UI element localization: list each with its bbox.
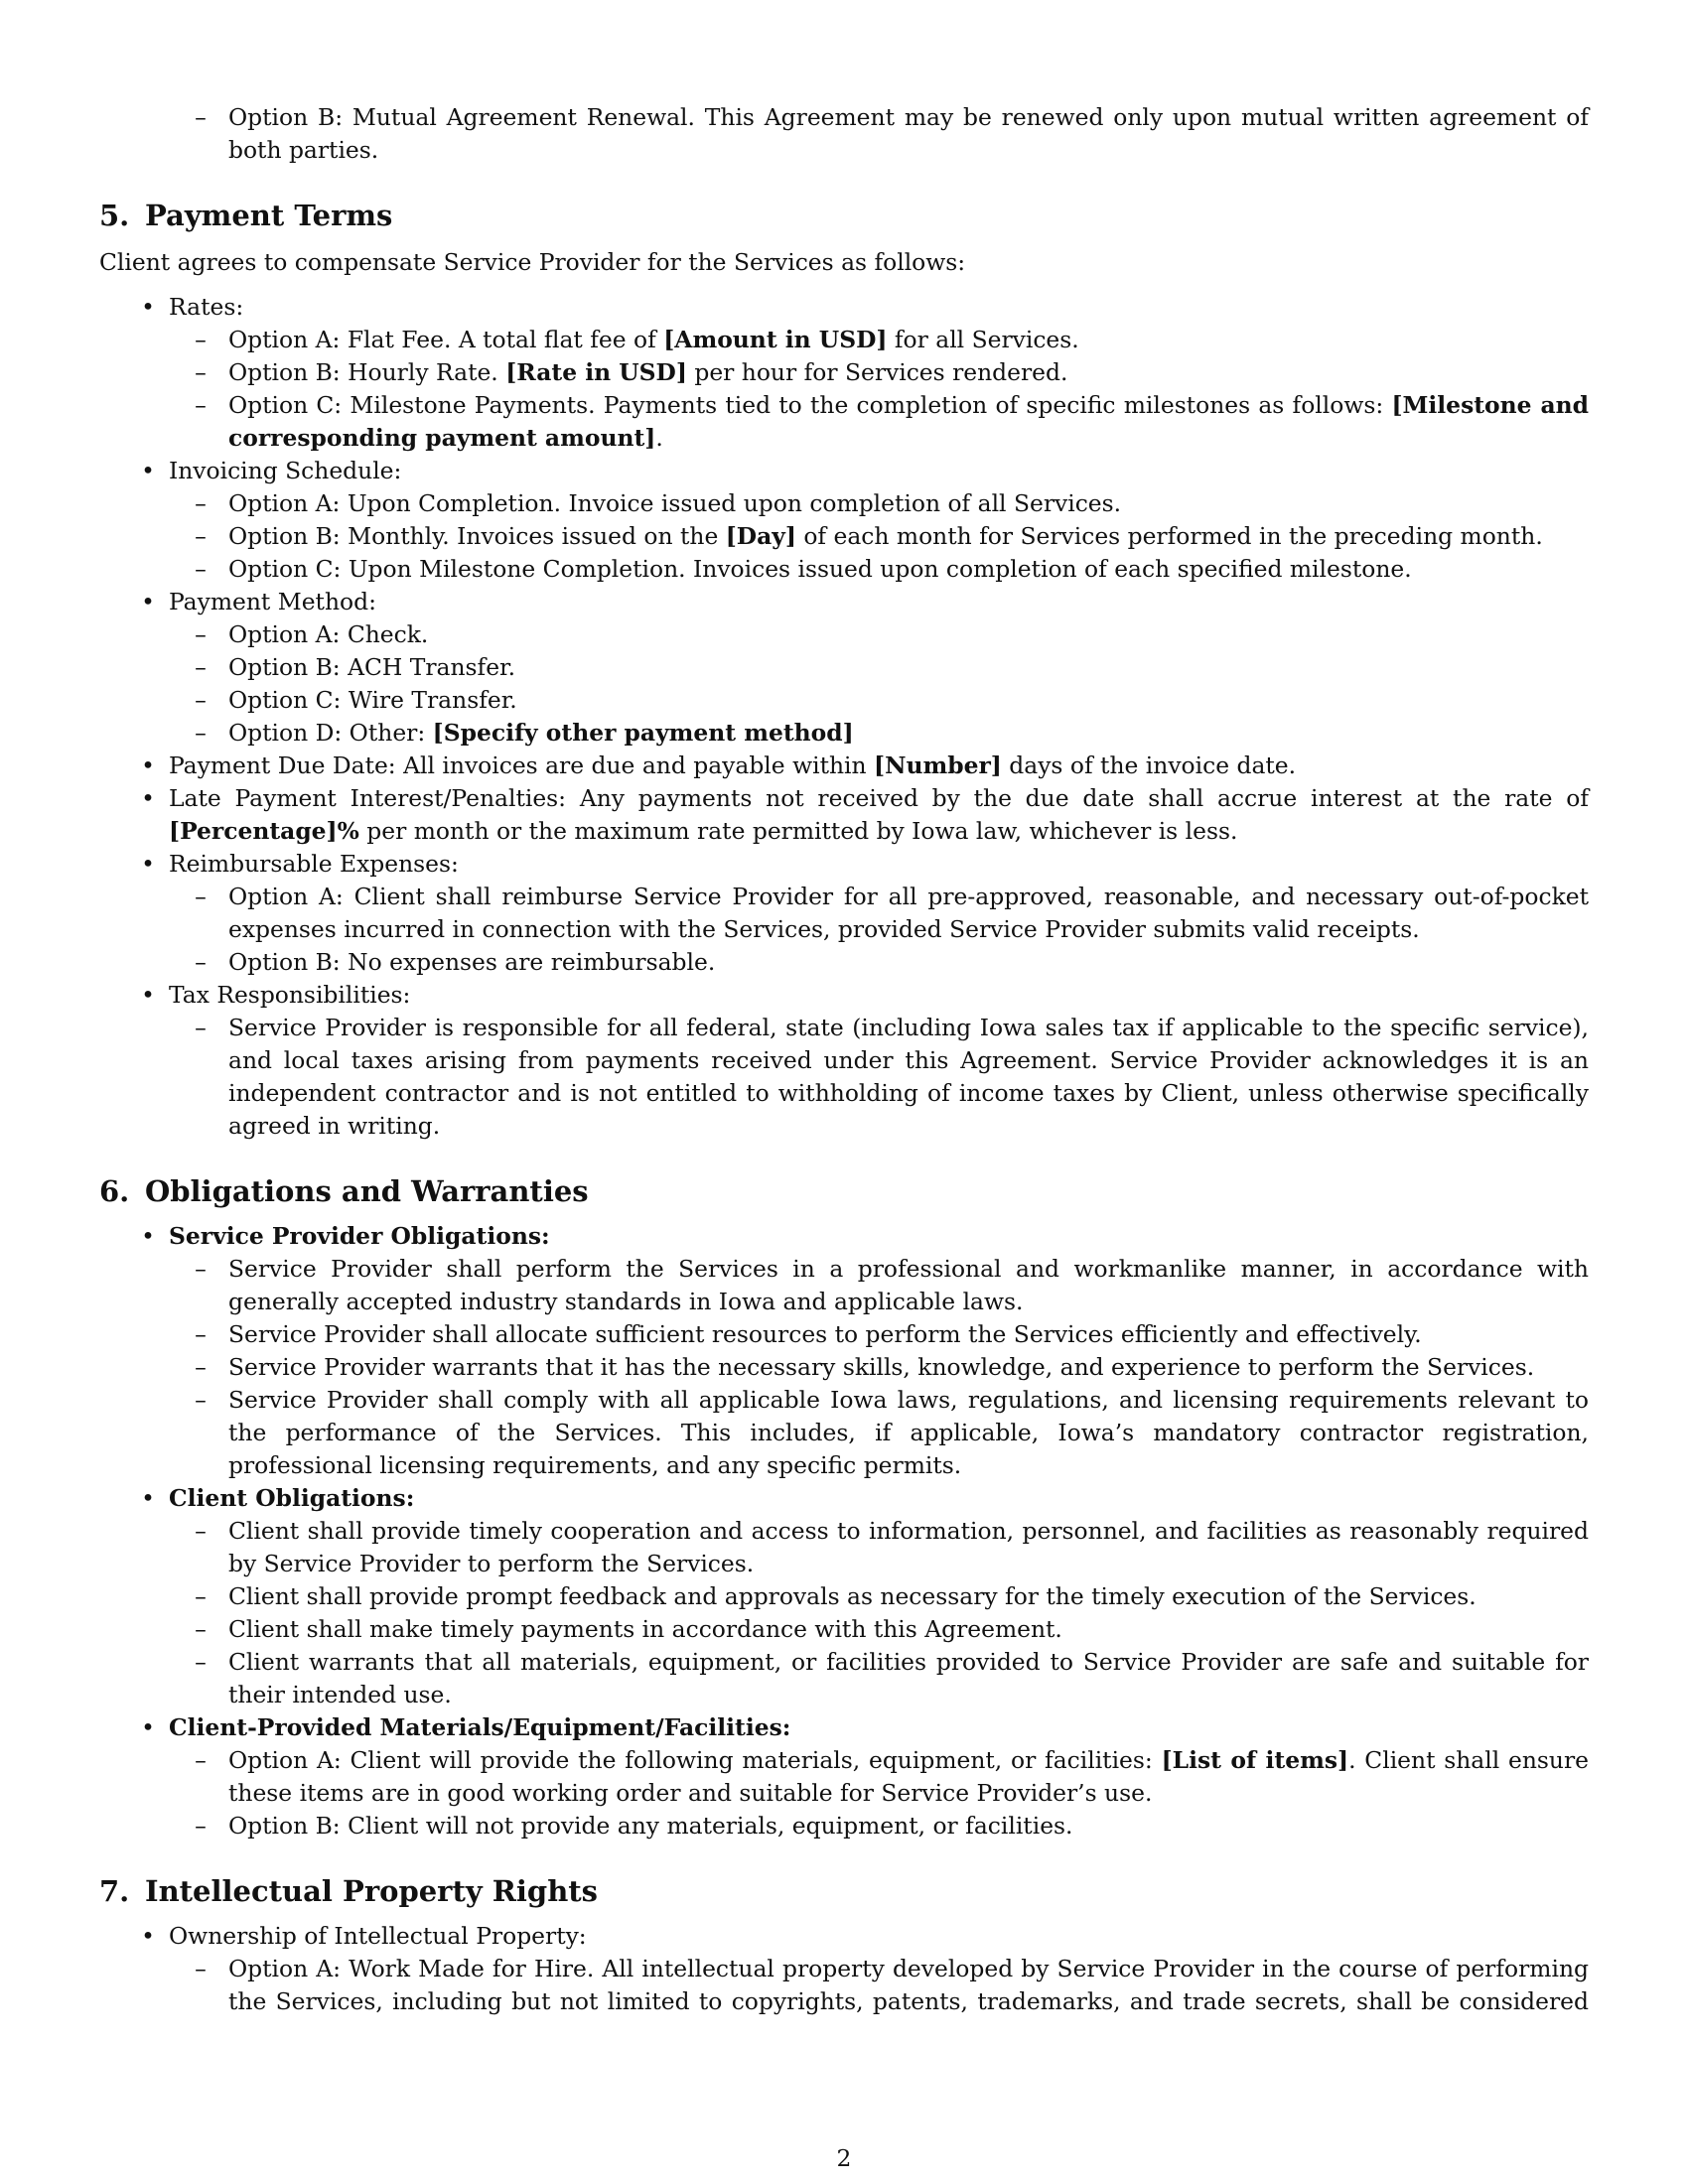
tax-item: • Tax Responsibilities: – Service Provider is responsible for all federal, state (including Iowa sales tax if applicable to the specific service), and local taxes arising from payments received under this Agreement. Service Provider acknowledges it is an independent contractor and is not entitled to withholding of income taxes by Client, unless otherwise specifically agreed in writing. bbox=[99, 979, 1589, 1143]
document-page bbox=[99, 101, 1589, 2018]
placeholder-field: [List of items] bbox=[1161, 1746, 1349, 1774]
dash-marker: – bbox=[195, 103, 207, 131]
placeholder-field: [Milestone and corresponding payment amount] bbox=[228, 391, 1589, 452]
list-item: – Option B: Hourly Rate. [Rate in USD] per hour for Services rendered. bbox=[195, 358, 1068, 386]
late-payment-item: • Late Payment Interest/Penalties: Any payments not received by the due date shall accrue interest at the rate of [Percentage]% per month or the maximum rate permitted by Iowa law, whichever is less. bbox=[99, 782, 1589, 848]
bullet-marker: • bbox=[141, 588, 155, 615]
reimbursable-item: • Reimbursable Expenses: – Option A: Client shall reimburse Service Provider for all pre-approved, reasonable, and necessary out-of-pocket expenses incurred in connection with the Services, provided Service Provider submits valid receipts. – Option B: No expenses are reimbursable. bbox=[99, 848, 1589, 979]
bullet-marker: • bbox=[141, 784, 155, 812]
placeholder-field: [Amount in USD] bbox=[663, 326, 888, 353]
list-item: – Option B: Client will not provide any materials, equipment, or facilities. bbox=[195, 1812, 1073, 1840]
list-item: – Client shall provide timely cooperation and access to information, personnel, and facilities as reasonably required by Service Provider to perform the Services. bbox=[195, 1517, 1589, 1577]
list-item: – Service Provider shall allocate sufficient resources to perform the Services efficiently and effectively. bbox=[195, 1320, 1422, 1348]
list-item: – Option C: Wire Transfer. bbox=[195, 686, 517, 714]
ownership-item: • Ownership of Intellectual Property: – Option A: Work Made for Hire. All intellectual property developed by Service Provider in the course of performing the Services, including but not limited to copyrights, patents, trademarks, and trade secrets, shall be considered bbox=[99, 1920, 1589, 2018]
list-item: – Option A: Work Made for Hire. All intellectual property developed by Service Provider in the course of performing the Services, including but not limited to copyrights, patents, trademarks, and trade secrets, shall be considered bbox=[195, 1955, 1589, 2015]
list-item: – Service Provider shall perform the Services in a professional and workmanlike manner, in accordance with generally accepted industry standards in Iowa and applicable laws. bbox=[195, 1255, 1589, 1315]
list-item: – Client shall provide prompt feedback and approvals as necessary for the timely execution of the Services. bbox=[195, 1582, 1477, 1610]
list-item: – Option A: Flat Fee. A total flat fee of [Amount in USD] for all Services. bbox=[195, 326, 1079, 353]
section-6-heading: 6. Obligations and Warranties bbox=[99, 1174, 589, 1208]
rates-item: • Rates: – Option A: Flat Fee. A total flat fee of [Amount in USD] for all Services. – Option B: Hourly Rate. [Rate in USD] per hour for Services rendered. – Option C: Milestone Payments. Payments tied to the completion of specific milestones as follows: [Milestone and corresponding payment amount]. bbox=[99, 291, 1589, 455]
due-date-item: • Payment Due Date: All invoices are due and payable within [Number] days of the invoice date. bbox=[99, 750, 1589, 782]
bullet-marker: • bbox=[141, 1222, 155, 1250]
list-item: – Option C: Milestone Payments. Payments tied to the completion of specific milestones as follows: [Milestone and corresponding payment amount]. bbox=[195, 391, 1589, 452]
bullet-marker: • bbox=[141, 1922, 155, 1950]
list-item: – Option A: Check. bbox=[195, 620, 429, 648]
bullet-marker: • bbox=[141, 1713, 155, 1741]
section-7-heading: 7. Intellectual Property Rights bbox=[99, 1874, 598, 1908]
list-item: – Client warrants that all materials, equipment, or facilities provided to Service Provider are safe and suitable for their intended use. bbox=[195, 1648, 1589, 1708]
section-5-heading: 5. Payment Terms bbox=[99, 199, 393, 232]
list-item: – Option D: Other: [Specify other payment method] bbox=[195, 719, 854, 747]
list-item: – Option A: Client shall reimburse Service Provider for all pre-approved, reasonable, and necessary out-of-pocket expenses incurred in connection with the Services, provided Service Provider submits valid receipts. bbox=[195, 883, 1589, 943]
bullet-marker: • bbox=[141, 457, 155, 484]
list-item: – Option B: No expenses are reimbursable. bbox=[195, 948, 716, 976]
list-item: – Option A: Client will provide the following materials, equipment, or facilities: [List of items]. Client shall ensure these items are in good working order and suitable for Service Provider’s use. bbox=[195, 1746, 1589, 1807]
bullet-marker: • bbox=[141, 293, 155, 321]
client-materials-item: • Client-Provided Materials/Equipment/Facilities: – Option A: Client will provide the following materials, equipment, or facilities: [List of items]. Client shall ensure these items are in good working order and suitable for Service Provider’s use. – Option B: Client will not provide any materials, equipment, or facilities. bbox=[99, 1711, 1589, 1843]
list-item: – Client shall make timely payments in accordance with this Agreement. bbox=[195, 1615, 1062, 1643]
page-number: 2 bbox=[836, 2144, 852, 2172]
invoicing-item: • Invoicing Schedule: – Option A: Upon Completion. Invoice issued upon completion of all Services. – Option B: Monthly. Invoices issued on the [Day] of each month for Services performed in the preceding month. – Option C: Upon Milestone Completion. Invoices issued upon completion of each specified milestone. bbox=[99, 455, 1589, 586]
list-item: – Option C: Upon Milestone Completion. Invoices issued upon completion of each specified milestone. bbox=[195, 555, 1412, 583]
list-item: – Option B: Mutual Agreement Renewal. This Agreement may be renewed only upon mutual written agreement of both parties. bbox=[169, 101, 1589, 167]
payment-terms-list bbox=[99, 291, 1589, 1143]
client-obligations-item: • Client Obligations: – Client shall provide timely cooperation and access to information, personnel, and facilities as reasonably required by Service Provider to perform the Services. – Client shall provide prompt feedback and approvals as necessary for the timely execution of the Services. – Client shall make timely payments in accordance with this Agreement. – Client warrants that all materials, equipment, or facilities provided to Service Provider are safe and suitable for their intended use. bbox=[99, 1482, 1589, 1711]
bullet-marker: • bbox=[141, 981, 155, 1009]
payment-method-item: • Payment Method: – Option A: Check. – Option B: ACH Transfer. – Option C: Wire Transfer. – Option D: Other: [Specify other payment method] bbox=[99, 586, 1589, 750]
list-item: – Option A: Upon Completion. Invoice issued upon completion of all Services. bbox=[195, 489, 1122, 517]
bullet-marker: • bbox=[141, 751, 155, 779]
bullet-marker: • bbox=[141, 1484, 155, 1512]
placeholder-field: [Day] bbox=[725, 522, 796, 550]
list-item: – Service Provider shall comply with all applicable Iowa laws, regulations, and licensing requirements relevant to the performance of the Services. This includes, if applicable, Iowa’s mandatory contractor registration, professional licensing requirements, and any specific permits. bbox=[195, 1386, 1589, 1479]
section-5-intro: Client agrees to compensate Service Provider for the Services as follows: bbox=[99, 248, 966, 276]
continuation-list bbox=[99, 101, 1589, 167]
list-item: – Service Provider warrants that it has the necessary skills, knowledge, and experience to perform the Services. bbox=[195, 1353, 1535, 1381]
ip-rights-list bbox=[99, 1920, 1589, 2018]
placeholder-field: [Number] bbox=[874, 751, 1002, 779]
list-item: – Service Provider is responsible for all federal, state (including Iowa sales tax if applicable to the specific service), and local taxes arising from payments received under this Agreement. Service Provider acknowledges it is an independent contractor and is not entitled to withholding of income taxes by Client, unless otherwise specifically agreed in writing. bbox=[195, 1014, 1589, 1140]
list-item: – Option B: ACH Transfer. bbox=[195, 653, 516, 681]
placeholder-field: [Rate in USD] bbox=[505, 358, 687, 386]
placeholder-field: [Specify other payment method] bbox=[432, 719, 854, 747]
provider-obligations-item: • Service Provider Obligations: – Service Provider shall perform the Services in a professional and workmanlike manner, in accordance with generally accepted industry standards in Iowa and applicable laws. – Service Provider shall allocate sufficient resources to perform the Services efficiently and effectively. – Service Provider warrants that it has the necessary skills, knowledge, and experience to perform the Services. – Service Provider shall comply with all applicable Iowa laws, regulations, and licensing requirements relevant to the performance of the Services. This includes, if applicable, Iowa’s mandatory contractor registration, professional licensing requirements, and any specific permits. bbox=[99, 1220, 1589, 1482]
placeholder-field: [Percentage]% bbox=[169, 817, 359, 845]
bullet-marker: • bbox=[141, 850, 155, 878]
list-item: – Option B: Monthly. Invoices issued on the [Day] of each month for Services performed in the preceding month. bbox=[195, 522, 1543, 550]
obligations-list bbox=[99, 1220, 1589, 1843]
